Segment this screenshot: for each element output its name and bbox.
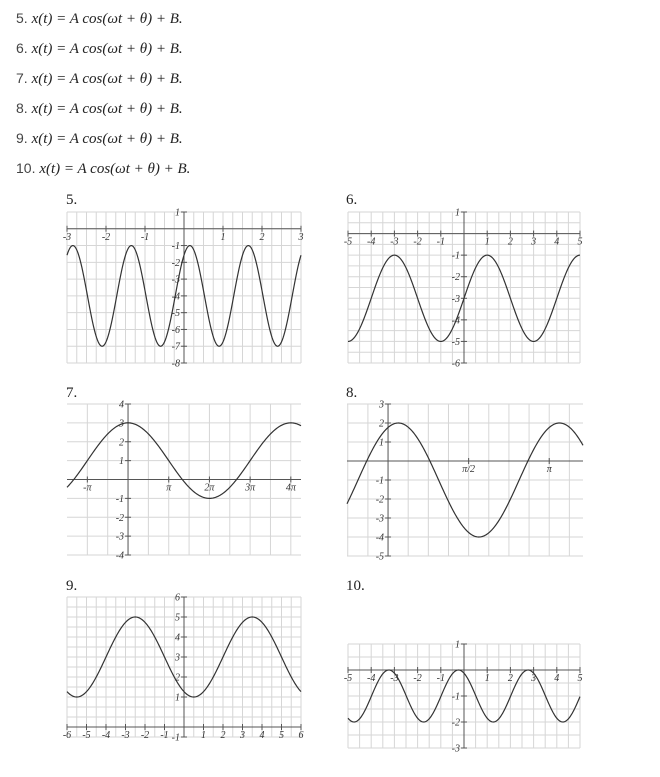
y-tick-label: -5 — [451, 336, 460, 348]
x-tick-label: 3 — [240, 730, 245, 741]
x-tick-label: 5 — [577, 673, 583, 684]
y-tick-label: -8 — [171, 358, 180, 370]
x-tick-label: 3 — [298, 231, 304, 243]
x-tick-label: π/2 — [462, 464, 476, 475]
graph-9 — [62, 592, 304, 744]
problem-equation: x(t) = A cos(ωt + θ) + B. — [31, 11, 183, 27]
x-tick-label: -6 — [62, 730, 72, 741]
x-tick-label: 3 — [531, 236, 537, 248]
x-tick-label: -π — [83, 482, 92, 494]
x-tick-label: π — [546, 464, 552, 475]
x-tick-label: 1 — [484, 673, 490, 684]
x-tick-label: 4π — [285, 482, 296, 494]
graph-label: 5. — [66, 192, 78, 208]
y-tick-label: -6 — [171, 324, 180, 336]
x-tick-label: -3 — [62, 231, 72, 243]
problem-number: 8. — [16, 100, 28, 116]
x-tick-label: 3 — [531, 673, 537, 684]
problem-number: 10. — [16, 160, 36, 176]
x-tick-label: 2 — [507, 673, 513, 684]
problem-item — [16, 38, 636, 68]
y-tick-label: -3 — [451, 293, 460, 305]
graph-label: 6. — [346, 192, 358, 208]
y-tick-label: 2 — [175, 672, 180, 684]
y-tick-label: 1 — [175, 692, 180, 704]
y-tick-label: -3 — [115, 531, 125, 543]
y-tick-label: -3 — [451, 743, 460, 755]
graph-10-svg — [343, 639, 583, 755]
y-tick-label: -1 — [451, 691, 460, 703]
y-tick-label: -3 — [375, 513, 385, 525]
problem-list — [16, 8, 636, 188]
y-tick-label: -4 — [375, 532, 385, 544]
y-tick-label: 1 — [175, 207, 180, 219]
x-tick-label: -5 — [343, 673, 353, 684]
y-tick-label: -5 — [375, 551, 385, 563]
x-tick-label: -1 — [140, 231, 150, 243]
x-tick-label: -5 — [82, 730, 91, 741]
problem-item — [16, 8, 636, 38]
problem-equation: x(t) = A cos(ωt + θ) + B. — [31, 101, 183, 117]
y-tick-label: 3 — [175, 652, 180, 664]
y-tick-label: 2 — [379, 418, 385, 430]
x-tick-label: 1 — [484, 236, 490, 248]
graph-9-svg — [62, 592, 304, 744]
x-tick-label: 4 — [554, 236, 560, 248]
y-tick-label: 4 — [119, 399, 125, 411]
graph-5-svg — [62, 207, 304, 370]
x-tick-label: 3π — [245, 482, 256, 494]
problem-number: 6. — [16, 40, 28, 56]
problem-number: 5. — [16, 10, 28, 26]
y-tick-label: -4 — [115, 550, 125, 562]
graph-label: 8. — [346, 385, 358, 401]
x-tick-label: -3 — [390, 673, 399, 684]
problem-equation: x(t) = A cos(ωt + θ) + B. — [39, 161, 191, 177]
y-tick-label: 3 — [379, 399, 385, 411]
y-tick-label: -2 — [451, 272, 460, 284]
x-tick-label: -2 — [413, 673, 422, 684]
graph-7 — [67, 399, 301, 562]
x-tick-label: -4 — [101, 730, 111, 741]
y-tick-label: -1 — [171, 241, 180, 253]
y-tick-label: -4 — [171, 291, 180, 303]
problem-item — [16, 68, 636, 98]
problem-equation: x(t) = A cos(ωt + θ) + B. — [31, 131, 183, 147]
x-tick-label: 4 — [554, 673, 560, 684]
y-tick-label: -7 — [171, 341, 180, 353]
y-tick-label: -1 — [115, 493, 125, 505]
graph-8-svg — [347, 399, 583, 563]
y-tick-label: -2 — [451, 717, 460, 729]
x-tick-label: 1 — [220, 231, 226, 243]
problem-item — [16, 98, 636, 128]
y-tick-label: -3 — [171, 274, 180, 286]
x-tick-label: 2 — [507, 236, 513, 248]
x-tick-label: -2 — [101, 231, 111, 243]
x-tick-label: 2 — [220, 730, 226, 741]
y-tick-label: -2 — [171, 257, 180, 269]
graph-label: 7. — [66, 385, 78, 401]
problem-equation: x(t) = A cos(ωt + θ) + B. — [31, 71, 183, 87]
x-tick-label: -4 — [367, 236, 376, 248]
problem-item — [16, 128, 636, 158]
graph-6-svg — [343, 207, 583, 370]
x-tick-label: -4 — [367, 673, 376, 684]
y-tick-label: 1 — [119, 456, 125, 468]
graph-10 — [343, 639, 583, 755]
problem-number: 7. — [16, 70, 28, 86]
x-tick-label: 4 — [259, 730, 265, 741]
x-tick-label: -1 — [436, 236, 445, 248]
y-tick-label: -4 — [451, 315, 460, 327]
graph-label: 9. — [66, 578, 78, 594]
y-tick-label: 4 — [175, 632, 180, 644]
x-tick-label: 5 — [279, 730, 284, 741]
x-tick-label: π — [166, 482, 172, 494]
problem-number: 9. — [16, 130, 28, 146]
x-tick-label: -3 — [121, 730, 130, 741]
y-tick-label: 3 — [119, 418, 125, 430]
x-tick-label: -2 — [413, 236, 422, 248]
y-tick-label: -2 — [115, 512, 125, 524]
y-tick-label: -2 — [375, 494, 385, 506]
problem-item — [16, 158, 636, 188]
y-tick-label: -6 — [451, 358, 460, 370]
y-tick-label: -1 — [375, 475, 385, 487]
x-tick-label: 2π — [204, 482, 215, 494]
graph-label: 10. — [346, 578, 365, 594]
y-tick-label: -5 — [171, 308, 180, 320]
x-tick-label: -1 — [160, 730, 169, 741]
graph-6 — [343, 207, 583, 370]
y-tick-label: 2 — [119, 437, 125, 449]
x-tick-label: 1 — [201, 730, 206, 741]
y-tick-label: 1 — [455, 207, 460, 219]
x-tick-label: 5 — [577, 236, 583, 248]
y-tick-label: 5 — [175, 612, 180, 624]
y-tick-label: 6 — [175, 592, 180, 604]
y-tick-label: 1 — [379, 437, 385, 449]
graph-5 — [62, 207, 304, 370]
y-tick-label: -1 — [451, 250, 460, 262]
problem-equation: x(t) = A cos(ωt + θ) + B. — [31, 41, 183, 57]
y-tick-label: -1 — [171, 732, 180, 744]
x-tick-label: -1 — [436, 673, 445, 684]
x-tick-label: 2 — [259, 231, 265, 243]
x-tick-label: -3 — [390, 236, 399, 248]
x-tick-label: -5 — [343, 236, 353, 248]
graph-8 — [347, 399, 583, 563]
x-tick-label: -2 — [140, 730, 150, 741]
x-tick-label: 6 — [298, 730, 304, 741]
graph-7-svg — [67, 399, 301, 562]
y-tick-label: 1 — [455, 639, 460, 651]
